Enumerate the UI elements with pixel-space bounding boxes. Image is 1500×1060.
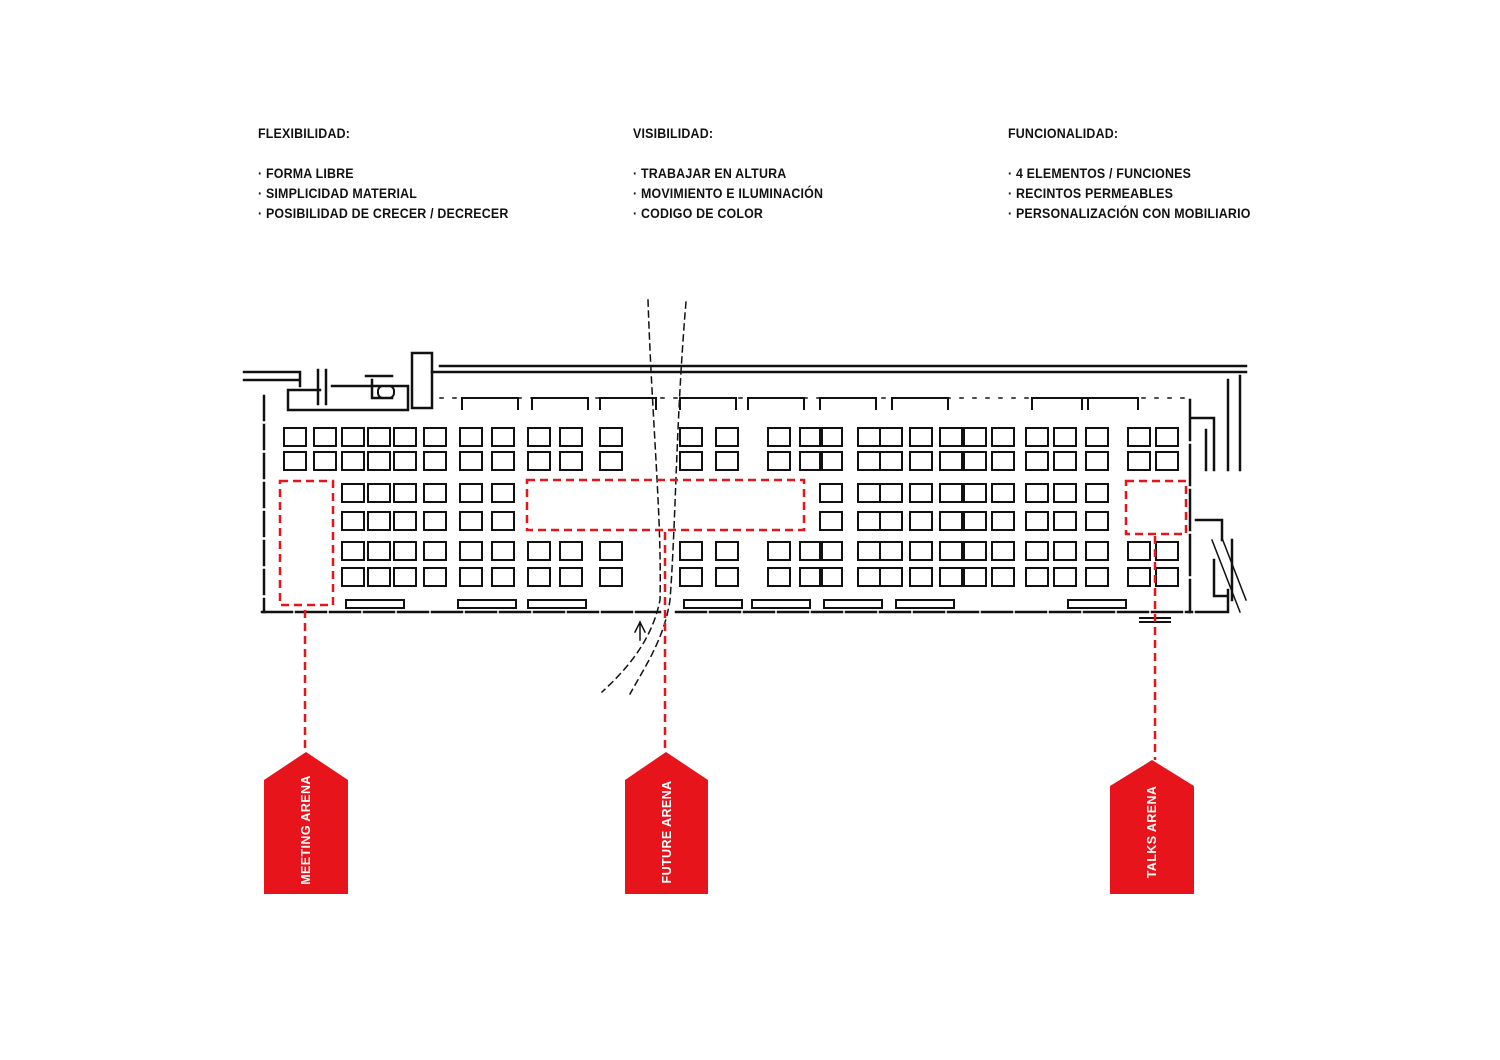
plan-stand [940,428,962,446]
plan-stand [858,542,880,560]
plan-stand [768,452,790,470]
stand-grid [284,398,1178,608]
plan-stand [910,484,932,502]
plan-stand [492,428,514,446]
plan-stand [964,512,986,530]
plan-stand [394,568,416,586]
plan-stand [368,484,390,502]
principle-item: · TRABAJAR EN ALTURA [633,166,787,181]
plan-stand [858,484,880,502]
plan-stand [342,428,364,446]
plan-stand [394,452,416,470]
plan-stand [560,452,582,470]
plan-stand [1054,428,1076,446]
plan-stand [528,428,550,446]
plan-booth [1082,398,1138,410]
plan-stand [528,568,550,586]
plan-stand [858,512,880,530]
plan-stand [680,452,702,470]
principle-item: · POSIBILIDAD DE CRECER / DECRECER [258,206,509,221]
plan-stand [940,568,962,586]
plan-booth [820,398,876,410]
plan-stand [880,484,902,502]
plan-stand [880,542,902,560]
plan-booth [752,600,810,608]
plan-stand [424,542,446,560]
plan-stand [368,512,390,530]
plan-stand [424,428,446,446]
plan-stand [342,542,364,560]
plan-booth [680,398,736,410]
plan-booth [892,398,948,410]
plan-stand [992,568,1014,586]
plan-stand [314,428,336,446]
plan-booth [600,398,656,410]
plan-stand [424,484,446,502]
plan-stand [1026,484,1048,502]
plan-stand [964,428,986,446]
east-annex [1192,376,1240,612]
plan-stand [820,452,842,470]
plan-stand [1086,428,1108,446]
plan-stand [528,452,550,470]
plan-stand [1026,542,1048,560]
plan-stand [1054,512,1076,530]
plan-stand [880,452,902,470]
plan-stand [964,542,986,560]
plan-stand [342,512,364,530]
plan-stand [460,484,482,502]
plan-stand [880,568,902,586]
plan-stand [768,428,790,446]
plan-stand [424,452,446,470]
principle-item: · SIMPLICIDAD MATERIAL [258,186,418,201]
plan-stand [880,512,902,530]
plan-stand [492,484,514,502]
plan-stand [1086,512,1108,530]
plan-stand [1128,568,1150,586]
plan-stand [1026,512,1048,530]
plan-stand [560,568,582,586]
plan-stand [964,452,986,470]
plan-stand [800,542,822,560]
plan-stand [284,428,306,446]
plan-stand [1086,484,1108,502]
principle-item: · RECINTOS PERMEABLES [1008,186,1174,201]
future-arena-tag [625,752,708,894]
plan-stand [800,568,822,586]
entry-rooms [288,370,408,410]
plan-stand [716,452,738,470]
plan-stand [716,428,738,446]
plan-stand [940,542,962,560]
plan-stand [716,568,738,586]
plan-stand [1086,568,1108,586]
plan-stand [910,568,932,586]
plan-stand [1026,452,1048,470]
plan-stand [940,484,962,502]
plan-stand [1054,542,1076,560]
plan-booth [458,600,516,608]
plan-stand [992,484,1014,502]
plan-stand [492,542,514,560]
plan-stand [858,428,880,446]
plan-stand [342,568,364,586]
plan-stand [460,542,482,560]
plan-stand [1156,568,1178,586]
principle-heading: VISIBILIDAD: [633,126,714,141]
plan-stand [768,542,790,560]
top-wall [244,366,1246,386]
walkway-left [602,300,660,692]
future-arena-zone [527,480,804,530]
tower [412,353,432,408]
plan-stand [680,542,702,560]
plan-stand [600,542,622,560]
plan-stand [820,542,842,560]
meeting-arena-label: MEETING ARENA [299,775,313,885]
plan-stand [680,568,702,586]
plan-stand [1026,428,1048,446]
plan-stand [910,428,932,446]
principle-item: · CODIGO DE COLOR [633,206,764,221]
plan-stand [600,428,622,446]
principle-item: · FORMA LIBRE [258,166,354,181]
plan-booth [748,398,804,410]
plan-stand [1128,542,1150,560]
plan-stand [820,568,842,586]
plan-booth [824,600,882,608]
plan-stand [560,428,582,446]
plan-stand [368,542,390,560]
plan-stand [820,428,842,446]
plan-stand [910,452,932,470]
plan-stand [1128,428,1150,446]
plan-stand [858,568,880,586]
principle-item: · PERSONALIZACIÓN CON MOBILIARIO [1008,206,1251,221]
plan-booth [1032,398,1088,410]
plan-stand [560,542,582,560]
plan-booth [896,600,954,608]
plan-stand [820,512,842,530]
plan-stand [424,568,446,586]
plan-stand [460,452,482,470]
plan-stand [460,512,482,530]
plan-stand [492,452,514,470]
plan-stand [394,512,416,530]
plan-stand [394,428,416,446]
plan-stand [424,512,446,530]
plan-stand [992,542,1014,560]
plan-stand [394,542,416,560]
plan-stand [600,568,622,586]
plan-booth [346,600,404,608]
plan-stand [394,484,416,502]
plan-stand [284,452,306,470]
plan-stand [992,452,1014,470]
plan-stand [910,512,932,530]
plan-stand [460,568,482,586]
plan-stand [964,484,986,502]
plan-stand [1054,484,1076,502]
plan-stand [342,452,364,470]
plan-stand [820,484,842,502]
plan-stand [368,568,390,586]
plan-booth [528,600,586,608]
plan-stand [1156,542,1178,560]
plan-booth [684,600,742,608]
meeting-arena-tag [264,752,348,894]
meeting-arena-zone [280,481,333,605]
plan-stand [1128,452,1150,470]
principle-item: · MOVIMIENTO E ILUMINACIÓN [633,186,824,201]
plan-stand [940,452,962,470]
walkway-arrow [635,622,645,640]
plan-stand [1086,542,1108,560]
plan-stand [680,428,702,446]
plan-stand [368,428,390,446]
principle-item: · 4 ELEMENTOS / FUNCIONES [1008,166,1192,181]
plan-stand [992,428,1014,446]
principle-heading: FUNCIONALIDAD: [1008,126,1119,141]
plan-stand [910,542,932,560]
plan-stand [992,512,1014,530]
talks-arena-zone [1126,481,1186,534]
plan-stand [460,428,482,446]
plan-stand [1026,568,1048,586]
plan-stand [492,512,514,530]
plan-stand [940,512,962,530]
plan-stand [964,568,986,586]
plan-stand [314,452,336,470]
future-arena-label: FUTURE ARENA [660,780,674,884]
plan-stand [1156,452,1178,470]
plan-stand [800,452,822,470]
talks-arena-label: TALKS ARENA [1145,785,1159,879]
plan-stand [716,542,738,560]
plan-stand [600,452,622,470]
plan-booth [462,398,518,410]
plan-stand [1156,428,1178,446]
plan-stand [342,484,364,502]
plan-booth [1068,600,1126,608]
plan-stand [800,428,822,446]
plan-stand [528,542,550,560]
plan-stand [1054,568,1076,586]
talks-arena-tag [1110,760,1194,894]
plan-stand [858,452,880,470]
plan-stand [492,568,514,586]
plan-stand [1054,452,1076,470]
plan-stand [768,568,790,586]
plan-booth [532,398,588,410]
plan-stand [1086,452,1108,470]
entry-fixture [378,386,394,398]
plan-stand [368,452,390,470]
plan-stand [880,428,902,446]
principle-heading: FLEXIBILIDAD: [258,126,351,141]
